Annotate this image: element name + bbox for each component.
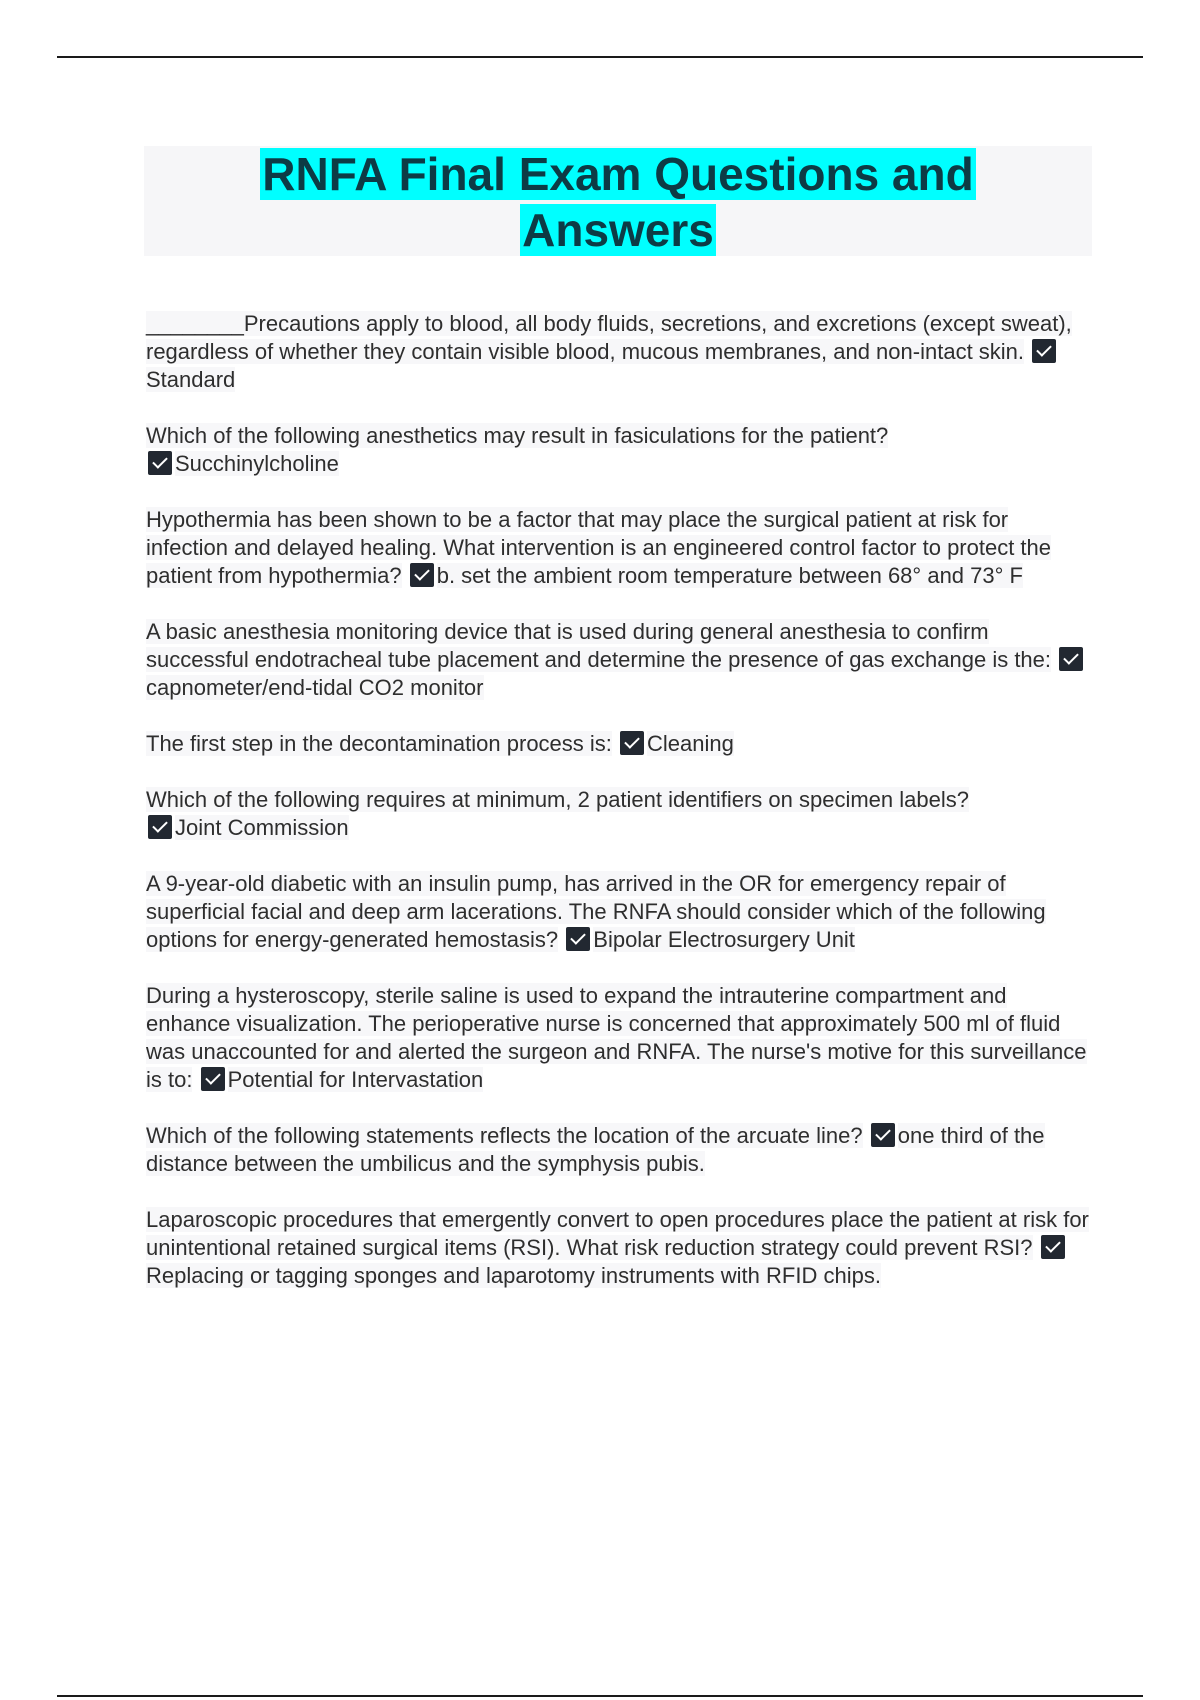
answer-text: Replacing or tagging sponges and laparotomy instruments with RFID chips.	[146, 1263, 881, 1288]
qa-list	[146, 310, 1096, 1318]
document-title	[144, 146, 1092, 256]
answer-text: Potential for Intervastation	[227, 1067, 484, 1092]
question-text: During a hysteroscopy, sterile saline is used to expand the intrauterine compartment and enhance visualization. The perioperative nurse is concerned that approximately 500 ml of fluid was unaccounted for and alerted the surgeon and RNFA. The nurse's motive for this surveillance is to:	[146, 983, 1087, 1092]
check-box-icon	[566, 927, 590, 951]
title-line-2	[144, 202, 1092, 258]
answer-text: b. set the ambient room temperature between 68° and 73° F	[436, 563, 1023, 588]
check-box-icon	[201, 1067, 225, 1091]
check-box-icon	[148, 815, 172, 839]
top-divider	[57, 56, 1143, 58]
answer-text: one third of the distance between the umbilicus and the symphysis pubis.	[146, 1123, 1045, 1176]
qa-item	[146, 982, 1096, 1094]
title-line-2-text: Answers	[522, 204, 714, 256]
check-box-icon	[620, 731, 644, 755]
question-text: Which of the following anesthetics may result in fasiculations for the patient?	[146, 423, 889, 448]
title-line-1-text: RNFA Final Exam Questions and	[262, 148, 974, 200]
check-box-icon	[1059, 647, 1083, 671]
qa-item	[146, 786, 1096, 842]
qa-item	[146, 618, 1096, 702]
question-text: A 9-year-old diabetic with an insulin pump, has arrived in the OR for emergency repair of superficial facial and deep arm lacerations. The RNFA should consider which of the following options for energy-generated hemostasis?	[146, 871, 1046, 952]
qa-item	[146, 422, 1096, 478]
title-line-1	[144, 146, 1092, 202]
bottom-divider	[57, 1695, 1143, 1697]
answer-text: capnometer/end-tidal CO2 monitor	[146, 675, 484, 700]
qa-item	[146, 730, 1096, 758]
qa-item	[146, 506, 1096, 590]
check-box-icon	[871, 1123, 895, 1147]
check-box-icon	[1041, 1235, 1065, 1259]
answer-text: Joint Commission	[175, 815, 349, 840]
answer-text: Standard	[146, 367, 236, 392]
question-text: A basic anesthesia monitoring device that is used during general anesthesia to confirm successful endotracheal tube placement and determine the presence of gas exchange is the:	[146, 619, 1052, 672]
qa-item	[146, 870, 1096, 954]
question-text: ________Precautions apply to blood, all body fluids, secretions, and excretions (except sweat), regardless of whether they contain visible blood, mucous membranes, and non-intact skin.	[146, 311, 1072, 364]
qa-item	[146, 310, 1096, 394]
question-text: Hypothermia has been shown to be a factor that may place the surgical patient at risk for infection and delayed healing. What intervention is an engineered control factor to protect the patient from hypothermia?	[146, 507, 1052, 588]
question-text: Which of the following statements reflects the location of the arcuate line?	[146, 1123, 863, 1148]
question-text: Laparoscopic procedures that emergently convert to open procedures place the patient at risk for unintentional retained surgical items (RSI). What risk reduction strategy could prevent RSI?	[146, 1207, 1089, 1260]
check-box-icon	[1032, 339, 1056, 363]
qa-item	[146, 1122, 1096, 1178]
answer-text: Succhinylcholine	[175, 451, 339, 476]
question-text: The first step in the decontamination process is:	[146, 731, 612, 756]
check-box-icon	[410, 563, 434, 587]
check-box-icon	[148, 451, 172, 475]
question-text: Which of the following requires at minimum, 2 patient identifiers on specimen labels?	[146, 787, 969, 812]
answer-text: Cleaning	[647, 731, 734, 756]
qa-item	[146, 1206, 1096, 1290]
answer-text: Bipolar Electrosurgery Unit	[593, 927, 855, 952]
